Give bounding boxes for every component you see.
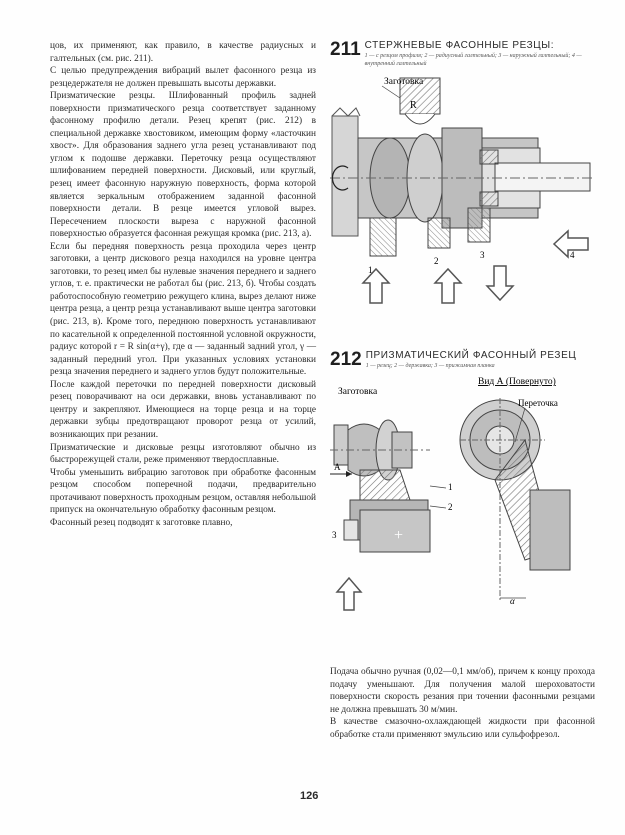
paragraph: Призматические и дисковые резцы изготовляют обычно из быстрорежущей стали, реже применяют твердосплавные. [50,442,316,466]
label-tool-4: 4 [570,250,575,260]
figure-header [330,350,592,370]
label-radius: R [410,100,417,111]
figure-211 [330,40,592,313]
figure-212 [330,350,592,625]
paragraph: Подача обычно ручная (0,02—0,1 мм/об), причем к концу прохода подачу уменьшают. Для получения малой шероховатости поверхности скорость резания при точении фасонными резцами не должна превышать 30 м/мин. [330,667,595,715]
paragraph: В качестве смазочно-охлаждающей жидкости при фасонной обработке стали применяют эмульсию или сульфофрезол. [330,717,595,740]
paragraph: Если бы передняя поверхность резца проходила через центр заготовки, а центр дискового резца находился на уровне центра заготовки, то резец имел бы нулевые значения переднего и заднего углов, т. е. практически не работал бы (рис. 213, б). Чтобы создать работоспособную геометрию режущего клина, вырез делают ниже центра резца, а центр резца устанавливают выше центра заготовки (рис. 213, в). Кроме того, переднюю поверхность устанавливают по касательной к определенной постоянной условной окружности, радиус которой r = R sin(α+γ), где α — заданный задний угол, γ — заданный передний угол. При указанных условиях установки резца значения переднего и заднего углов будут положительные. [50,241,316,378]
paragraph: цов, их применяют, как правило, в качестве радиусных и галтельных (см. рис. 211). [50,41,316,64]
label-alpha: α [510,596,515,606]
label-workpiece: Заготовка [338,387,378,397]
label-part-2: 2 [448,502,453,512]
figure-caption: 1 — с резцом профиля; 2 — радиусный галтельный; 3 — наружный галтельный; 4 — внутренний галтельный [364,53,582,67]
label-workpiece: Заготовка [384,77,424,87]
figure-number: 211 [330,39,361,60]
paragraph: После каждой переточки по передней поверхности дисковый резец поворачивают на оси державки, вновь устанавливают по центру и закрепляют. Имеющиеся на торце резца и на торце державки зубцы предотвращают проворот резца от усилий, возникающих при резании. [50,379,316,440]
label-regrind: Переточка [518,398,558,408]
label-part-3: 3 [332,530,337,540]
paragraph: Фасонный резец подводят к заготовке плавно, [50,517,233,528]
paragraph: С целью предупреждения вибраций вылет фасонного резца из резцедержателя не должен превышать высоты державки. [50,66,316,89]
label-tool-2: 2 [434,256,439,266]
figure-number: 212 [330,349,362,370]
left-column [50,40,316,529]
label-part-1: 1 [448,482,453,492]
label-arrow-a: A [334,462,341,472]
page-number: 126 [300,790,319,802]
figure-title: ПРИЗМАТИЧЕСКИЙ ФАСОННЫЙ РЕЗЕЦ [365,350,577,361]
figure-212-drawing [330,370,592,620]
label-view-a: Вид А (Повернуто) [478,377,556,387]
svg-text:+: + [394,527,404,544]
figure-211-drawing [330,68,592,308]
figure-title: СТЕРЖНЕВЫЕ ФАСОННЫЕ РЕЗЦЫ: [364,40,555,51]
right-column-text [330,666,595,741]
label-tool-3: 3 [480,250,485,260]
paragraph: Призматические резцы. Шлифованный профиль задней поверхности призматического резца соответствует заданному фасонному профилю детали. Резец крепят (рис. 212) в специальной державке хвостовиком, имеющим форму «ласточкин хвост». Для образования заднего угла резец устанавливают под углом к подошве державки. Переточку резца осуществляют шлифованием передней поверхности. Дисковый, или круглый, резец имеет фасонную наружную поверхность, форма которой является зеркальным отображением заданной фасонной поверхности детали. В резце имеется угловой вырез. Пересечением плоскости выреза с наружной фасонной поверхностью образуется фасонная режущая кромка (рис. 213, а). [50,91,316,240]
paragraph: Чтобы уменьшить вибрацию заготовок при обработке фасонным резцом способом поперечной подачи, предварительно протачивают поверхность проходным резцом, оставляя небольшой припуск на окончательную обработку фасонным резцом. [50,467,316,516]
figure-header [330,40,592,68]
label-tool-1: 1 [368,265,373,275]
figure-caption: 1 — резец; 2 — державка; 3 — прижимная планка [365,363,495,369]
